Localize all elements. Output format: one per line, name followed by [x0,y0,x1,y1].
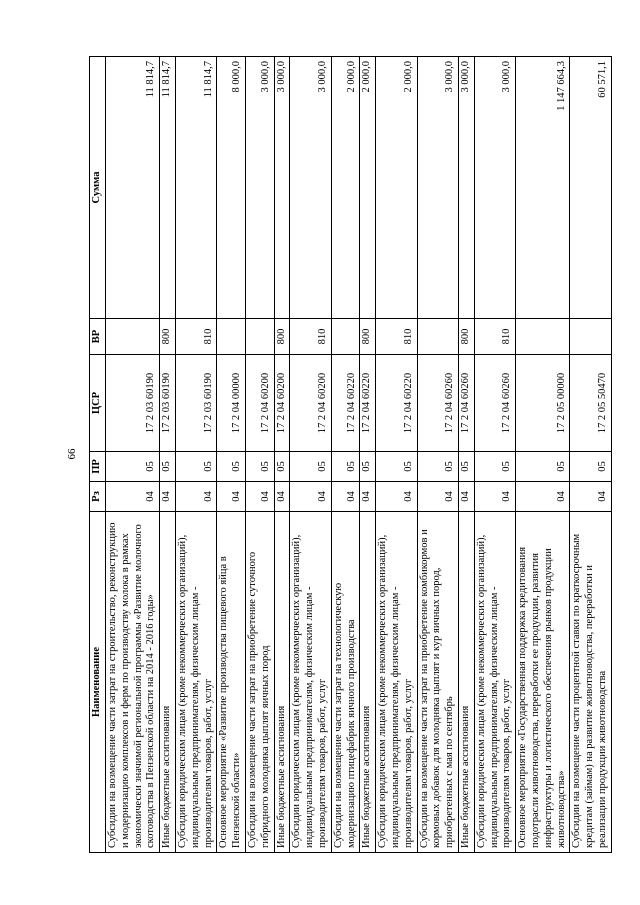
header-csr: ЦСР [90,355,106,452]
cell-rz: 04 [106,482,160,512]
cell-vr [516,319,570,355]
cell-vr [217,319,246,355]
cell-vr: 810 [474,319,515,355]
cell-name: Субсидии на возмещение части затрат на приобретение комбикормов и кормовых добавок для молодняка цыплят и кур яичных пород, приобретенных с мая по сентябрь [417,512,458,853]
cell-vr: 810 [175,319,216,355]
cell-csr: 17 2 05 50470 [570,355,611,452]
cell-rz: 04 [274,482,290,512]
cell-name: Основное мероприятие «Развитие производства пищевого яйца в Пензенской области» [217,512,246,853]
cell-name: Субсидии на возмещение части затрат на строительство, реконструкцию и модернизацию комплексов и ферм по производству молока в рамках экономически значимой региональной программы «Развитие молочного скотоводства в Пензенской области на 2014 - 2016 годы» [106,512,160,853]
cell-rz: 04 [160,482,176,512]
cell-sum: 3 000,0 [274,57,290,319]
table-row [331,57,360,853]
cell-csr: 17 2 04 60260 [474,355,515,452]
table-row [175,57,216,853]
cell-vr [570,319,611,355]
table-row [245,57,274,853]
cell-vr [245,319,274,355]
cell-rz: 04 [175,482,216,512]
table-row [417,57,458,853]
cell-rz: 04 [417,482,458,512]
cell-sum: 2 000,0 [376,57,417,319]
cell-name: Иные бюджетные ассигнования [160,512,176,853]
cell-name: Субсидии на возмещение части затрат на приобретение суточного гибридного молодняка цыплят яичных пород [245,512,274,853]
cell-csr: 17 2 04 60200 [290,355,331,452]
cell-rz: 04 [474,482,515,512]
table-row [274,57,290,853]
cell-name: Субсидии юридическим лицам (кроме некоммерческих организаций), индивидуальным предпринимателям, физическим лицам - производителям товаров, работ, услуг [175,512,216,853]
cell-csr: 17 2 03 60190 [160,355,176,452]
cell-csr: 17 2 04 60220 [360,355,376,452]
cell-rz: 04 [217,482,246,512]
cell-csr: 17 2 05 00000 [516,355,570,452]
cell-vr [417,319,458,355]
cell-rz: 04 [290,482,331,512]
cell-sum: 1 147 664,3 [516,57,570,319]
budget-table [89,56,612,853]
cell-pr: 05 [290,452,331,482]
cell-rz: 04 [245,482,274,512]
cell-rz: 04 [458,482,474,512]
cell-vr [106,319,160,355]
cell-sum: 11 814,7 [160,57,176,319]
cell-pr: 05 [331,452,360,482]
header-name: Наименование [90,512,106,853]
cell-pr: 05 [175,452,216,482]
cell-sum: 8 000,0 [217,57,246,319]
cell-name: Субсидии юридическим лицам (кроме некоммерческих организаций), индивидуальным предпринимателям, физическим лицам - производителям товаров, работ, услуг [474,512,515,853]
cell-pr: 05 [570,452,611,482]
table-body [106,57,612,853]
cell-name: Иные бюджетные ассигнования [458,512,474,853]
table-row [160,57,176,853]
cell-pr: 05 [217,452,246,482]
cell-name: Иные бюджетные ассигнования [274,512,290,853]
cell-sum: 2 000,0 [331,57,360,319]
cell-name: Основное мероприятие «Государственная поддержка кредитования подотрасли животноводства, переработки ее продукции, развития инфраструктуры и логистического обеспечения рынков продукции животноводства» [516,512,570,853]
cell-rz: 04 [360,482,376,512]
table-row [360,57,376,853]
cell-vr: 800 [458,319,474,355]
page-number: 66 [66,448,78,460]
table-row [516,57,570,853]
cell-pr: 05 [274,452,290,482]
cell-csr: 17 2 04 00000 [217,355,246,452]
cell-name: Иные бюджетные ассигнования [360,512,376,853]
cell-vr: 800 [160,319,176,355]
cell-vr: 810 [376,319,417,355]
cell-name: Субсидии юридическим лицам (кроме некоммерческих организаций), индивидуальным предпринимателям, физическим лицам - производителям товаров, работ, услуг [290,512,331,853]
cell-rz: 04 [331,482,360,512]
cell-sum: 3 000,0 [290,57,331,319]
table-row [106,57,160,853]
cell-name: Субсидии юридическим лицам (кроме некоммерческих организаций), индивидуальным предпринимателям, физическим лицам - производителям товаров, работ, услуг [376,512,417,853]
table-row [290,57,331,853]
cell-csr: 17 2 03 60190 [106,355,160,452]
rotated-table-container [89,57,608,853]
cell-sum: 11 814,7 [106,57,160,319]
cell-sum: 11 814,7 [175,57,216,319]
cell-sum: 60 571,1 [570,57,611,319]
table-header-row [90,57,106,853]
cell-pr: 05 [106,452,160,482]
header-pr: ПР [90,452,106,482]
header-rz: Рз [90,482,106,512]
cell-sum: 3 000,0 [458,57,474,319]
table-row [474,57,515,853]
cell-rz: 04 [516,482,570,512]
header-vr: ВР [90,319,106,355]
cell-csr: 17 2 03 60190 [175,355,216,452]
cell-rz: 04 [376,482,417,512]
cell-pr: 05 [360,452,376,482]
cell-name: Субсидии на возмещение части процентной ставки по краткосрочным кредитам (займам) на развитие животноводства, переработки и реализации продукции животноводства [570,512,611,853]
cell-csr: 17 2 04 60220 [376,355,417,452]
cell-csr: 17 2 04 60260 [417,355,458,452]
cell-pr: 05 [245,452,274,482]
cell-vr: 800 [360,319,376,355]
cell-sum: 3 000,0 [245,57,274,319]
table-row [458,57,474,853]
cell-vr: 810 [290,319,331,355]
budget-table-rotated [89,57,608,853]
cell-csr: 17 2 04 60200 [245,355,274,452]
cell-csr: 17 2 04 60220 [331,355,360,452]
cell-sum: 3 000,0 [417,57,458,319]
cell-sum: 3 000,0 [474,57,515,319]
cell-sum: 2 000,0 [360,57,376,319]
table-row [570,57,611,853]
cell-csr: 17 2 04 60200 [274,355,290,452]
header-sum: Сумма [90,57,106,319]
table-row [376,57,417,853]
cell-rz: 04 [570,482,611,512]
cell-pr: 05 [474,452,515,482]
cell-pr: 05 [516,452,570,482]
cell-pr: 05 [160,452,176,482]
cell-name: Субсидии на возмещение части затрат на технологическую модернизацию птицефабрик яичного производства [331,512,360,853]
table-row [217,57,246,853]
cell-vr: 800 [274,319,290,355]
cell-csr: 17 2 04 60260 [458,355,474,452]
cell-pr: 05 [458,452,474,482]
cell-pr: 05 [417,452,458,482]
cell-pr: 05 [376,452,417,482]
cell-vr [331,319,360,355]
